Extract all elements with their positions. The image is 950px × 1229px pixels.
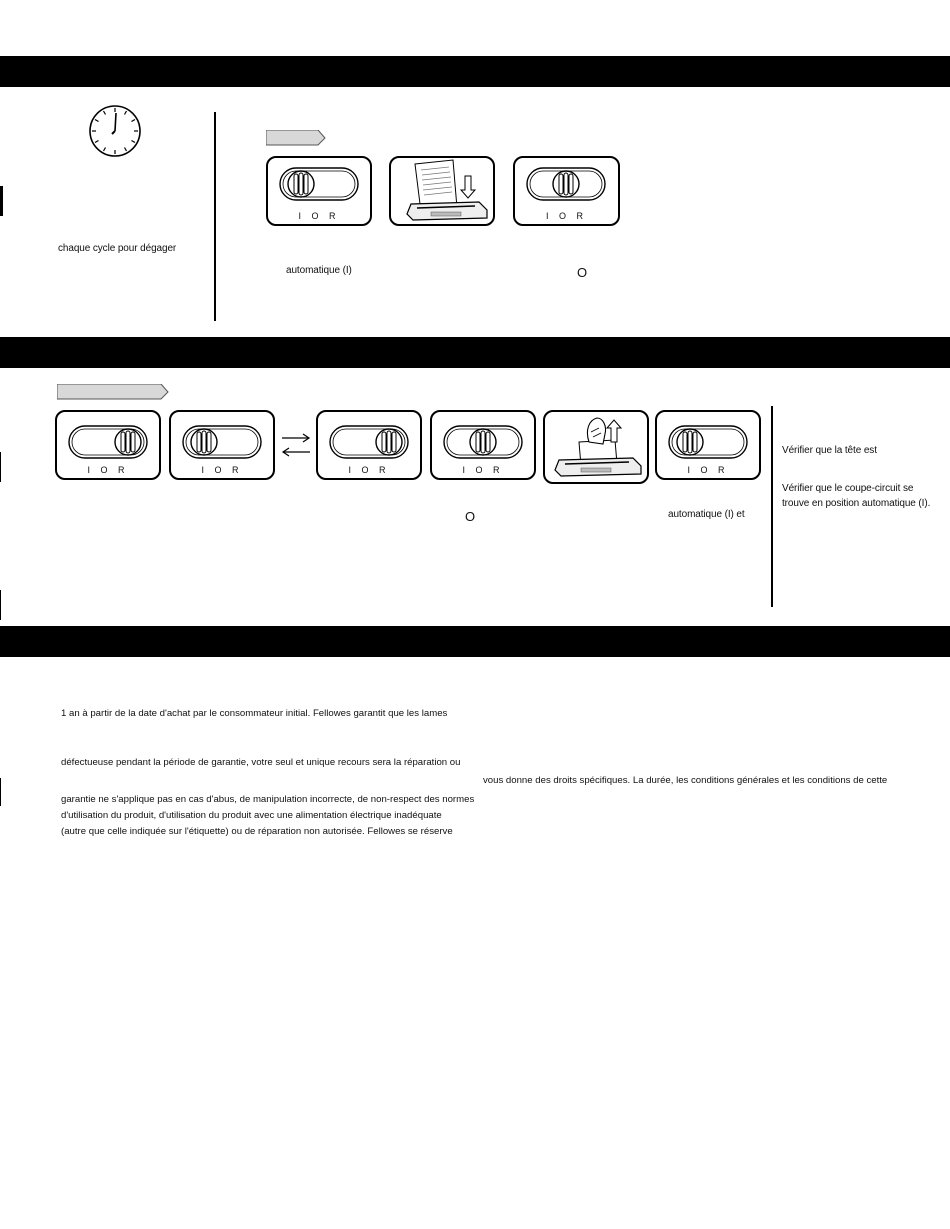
shredder-feed-panel bbox=[389, 156, 495, 226]
warranty-line-right: vous donne des droits spécifiques. La durée, les conditions générales et les conditions de cette bbox=[483, 775, 888, 786]
switch-panel-off bbox=[430, 410, 536, 480]
divider-top bbox=[214, 112, 216, 321]
warranty-line: d'utilisation du produit, d'utilisation du produit avec une alimentation électrique inadéquate bbox=[61, 810, 442, 821]
edge-mark bbox=[0, 778, 1, 806]
switch-panel-reverse bbox=[266, 156, 372, 226]
switch-panel-forward bbox=[316, 410, 422, 480]
divider-middle bbox=[771, 406, 773, 607]
clock-icon bbox=[88, 104, 142, 163]
switch-icon bbox=[268, 158, 370, 214]
switch-panel-off bbox=[513, 156, 620, 226]
middle-caption-o: O bbox=[465, 509, 476, 524]
switch-icon bbox=[318, 412, 420, 468]
edge-mark bbox=[0, 590, 1, 620]
arrow-left-icon bbox=[283, 448, 310, 456]
warranty-line: (autre que celle indiquée sur l'étiquette) ou de réparation non autorisée. Fellowes se réserve bbox=[61, 826, 453, 837]
side-note-1: Vérifier que la tête est bbox=[782, 445, 877, 456]
switch-label: I O R bbox=[348, 465, 390, 475]
switch-icon bbox=[171, 412, 273, 468]
top-caption-automatique: automatique (I) bbox=[286, 265, 352, 276]
edge-mark bbox=[0, 452, 1, 482]
switch-icon bbox=[57, 412, 159, 468]
alternate-arrows bbox=[280, 432, 312, 463]
step-arrow-tag bbox=[266, 130, 326, 151]
shredder-feed-icon bbox=[391, 158, 493, 224]
switch-panel-reverse bbox=[655, 410, 761, 480]
arrow-right-icon bbox=[282, 434, 309, 442]
shredder-remove-icon bbox=[545, 412, 647, 482]
switch-label: I O R bbox=[545, 211, 587, 221]
switch-panel-reverse bbox=[169, 410, 275, 480]
switch-icon bbox=[657, 412, 759, 468]
step-arrow-tag bbox=[57, 384, 169, 405]
switch-icon bbox=[432, 412, 534, 468]
middle-caption-automatique: automatique (I) et bbox=[668, 509, 745, 520]
edge-mark bbox=[0, 186, 3, 216]
switch-label: I O R bbox=[201, 465, 243, 475]
warranty-line: garantie ne s'applique pas en cas d'abus, de manipulation incorrecte, de non-respect des normes bbox=[61, 794, 475, 805]
switch-label: I O R bbox=[462, 465, 504, 475]
switch-label: I O R bbox=[687, 465, 729, 475]
side-note-2b: trouve en position automatique (I). bbox=[782, 498, 931, 509]
section-bar-middle bbox=[0, 337, 950, 368]
warranty-line: défectueuse pendant la période de garantie, votre seul et unique recours sera la réparation ou bbox=[61, 757, 461, 768]
switch-icon bbox=[515, 158, 618, 214]
shredder-remove-panel bbox=[543, 410, 649, 484]
section-bar-bottom bbox=[0, 626, 950, 657]
switch-label: I O R bbox=[298, 211, 340, 221]
top-left-note: chaque cycle pour dégager bbox=[58, 243, 177, 254]
side-note-2a: Vérifier que le coupe-circuit se bbox=[782, 483, 914, 494]
top-caption-o: O bbox=[577, 265, 588, 280]
switch-label: I O R bbox=[87, 465, 129, 475]
switch-panel-forward bbox=[55, 410, 161, 480]
section-bar-top bbox=[0, 56, 950, 87]
warranty-line: 1 an à partir de la date d'achat par le consommateur initial. Fellowes garantit que les lames bbox=[61, 708, 448, 719]
